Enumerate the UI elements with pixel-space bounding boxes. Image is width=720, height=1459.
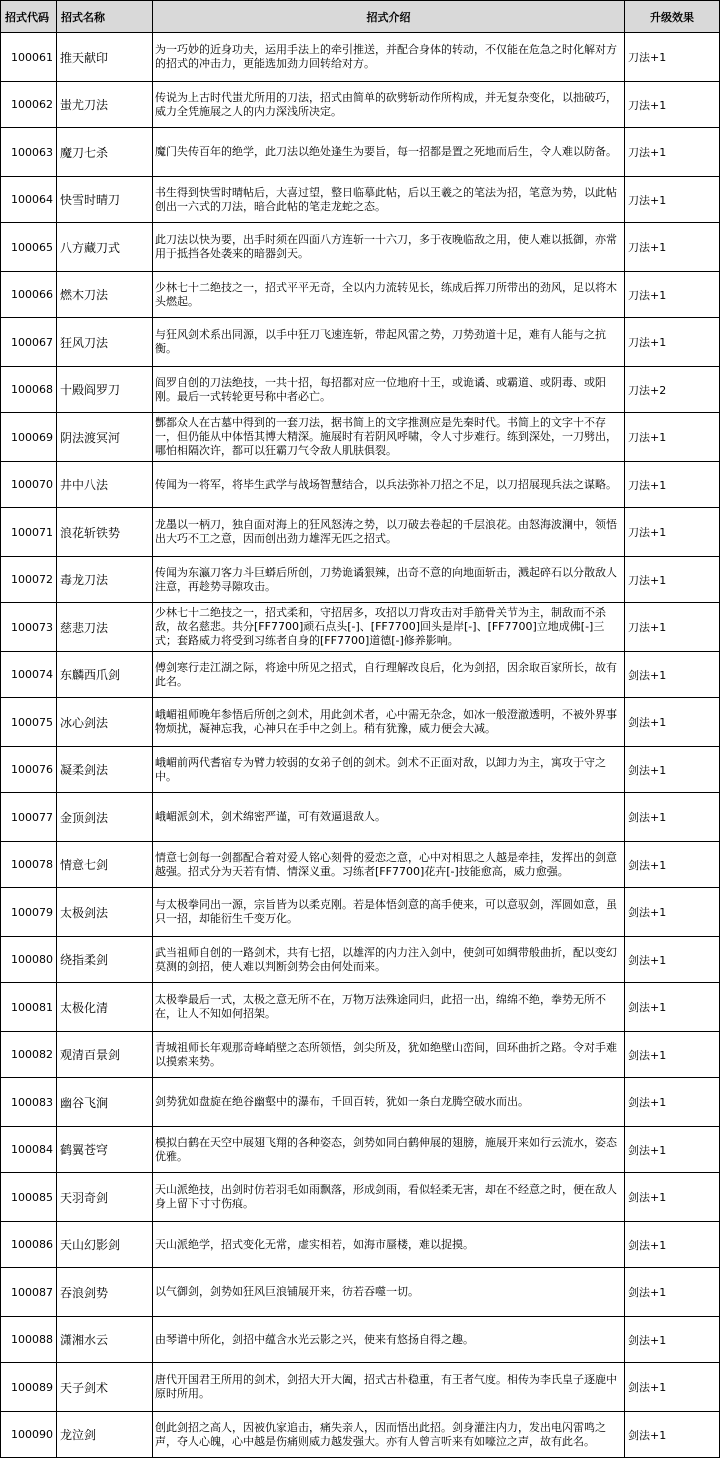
effect-cell: 剑法+1 [625,652,720,698]
effect-cell: 剑法+1 [625,842,720,888]
effect-cell: 刀法+1 [625,223,720,272]
name-cell: 狂风刀法 [57,318,153,367]
effect-cell: 剑法+1 [625,1412,720,1458]
name-cell: 魔刀七杀 [57,128,153,177]
code-cell: 100080 [1,937,57,983]
header-name: 招式名称 [57,1,153,33]
code-cell: 100071 [1,508,57,557]
description-cell: 与狂风剑术系出同源，以手中狂刀飞速连斩，带起风雷之势，刀势劲道十足，难有人能与之抗衡。 [153,318,625,367]
table-row [1,888,720,937]
name-cell: 潇湘水云 [57,1317,153,1363]
description-cell: 模拟白鹤在天空中展翅飞翔的各种姿态，剑势如同白鹤伸展的翅膀，施展开来如行云流水，姿态优雅。 [153,1127,625,1173]
code-cell: 100084 [1,1127,57,1173]
effect-cell: 剑法+1 [625,698,720,747]
description-cell: 天山派绝技，出剑时仿若羽毛如雨飘落，形成剑雨，看似轻柔无害，却在不经意之时，便在敌人身上留下寸寸伤痕。 [153,1173,625,1222]
effect-cell: 刀法+1 [625,557,720,603]
effect-cell: 刀法+1 [625,318,720,367]
effect-cell: 剑法+1 [625,983,720,1032]
description-cell: 青城祖师长年观那奇峰峭壁之态所领悟，剑尖所及，犹如绝壁山峦间，回环曲折之路。令对手难以摸索来势。 [153,1032,625,1078]
code-cell: 100089 [1,1363,57,1412]
description-cell: 太极拳最后一式，太极之意无所不在，万物万法殊途同归，此招一出，绵绵不绝，拳势无所不在，让人不知如何招架。 [153,983,625,1032]
description-cell: 唐代开国君王所用的剑术，剑招大开大阖，招式古朴稳重，有王者气度。相传为李氏皇子逐鹿中原时所用。 [153,1363,625,1412]
name-cell: 十殿阎罗刀 [57,367,153,413]
description-cell: 龙墨以一柄刀，独自面对海上的狂风怒涛之势，以刀破去卷起的千层浪花。由怒海波澜中，领悟出大巧不工之意，因而创出劲力雄浑无匹之招式。 [153,508,625,557]
code-cell: 100087 [1,1268,57,1317]
name-cell: 凝柔剑法 [57,747,153,793]
table-row [1,1078,720,1127]
description-cell: 峨嵋派剑术，剑术绵密严谨，可有效逼退敌人。 [153,793,625,842]
description-cell: 峨嵋前两代耆宿专为臂力较弱的女弟子创的剑术。剑术不正面对敌，以卸力为主，寓攻于守之中。 [153,747,625,793]
name-cell: 天羽奇剑 [57,1173,153,1222]
name-cell: 井中八法 [57,462,153,508]
description-cell: 创此剑招之高人，因被仇家追击，痛失亲人，因而悟出此招。剑身灌注内力，发出电闪雷鸣之声，夺人心魄，心中越是伤痛则威力越发强大。亦有人曾言听来有如嚎泣之声，故有此名。 [153,1412,625,1458]
effect-cell: 剑法+1 [625,1222,720,1268]
code-cell: 100081 [1,983,57,1032]
table-body [1,33,720,1458]
code-cell: 100083 [1,1078,57,1127]
table-row [1,367,720,413]
code-cell: 100064 [1,177,57,223]
description-cell: 阎罗自创的刀法绝技，一共十招，每招都对应一位地府十王，或诡谲、或霸道、或阴毒、或阳刚。最后一式转轮更号称中者必亡。 [153,367,625,413]
table-row [1,223,720,272]
description-cell: 少林七十二绝技之一，招式柔和，守招居多，攻招以刀背攻击对手筋骨关节为主，制敌而不杀敌，故名慈悲。共分[FF7700]顽石点头[-]、[FF7700]回头是岸[-]、[FF7700]立地成佛[-]三式；套路威力将受到习练者自身的[FF7700]道德[-]修养影响。 [153,603,625,652]
header-description: 招式介绍 [153,1,625,33]
description-cell: 剑势犹如盘旋在绝谷幽壑中的瀑布，千回百转，犹如一条白龙腾空破水而出。 [153,1078,625,1127]
description-cell: 由琴谱中所化，剑招中蕴含水光云影之兴，使来有悠扬自得之趣。 [153,1317,625,1363]
description-cell: 传闻为东瀛刀客力斗巨蟒后所创，刀势诡谲狠辣，出奇不意的向地面斩击，溅起碎石以分散敌人注意，再趁势寻隙攻击。 [153,557,625,603]
effect-cell: 刀法+2 [625,367,720,413]
table-row [1,1412,720,1458]
effect-cell: 剑法+1 [625,793,720,842]
table-row [1,318,720,367]
table-row [1,33,720,82]
code-cell: 100063 [1,128,57,177]
code-cell: 100086 [1,1222,57,1268]
table-row [1,652,720,698]
table-row [1,1032,720,1078]
description-cell: 酆都众人在古墓中得到的一套刀法，据书简上的文字推测应是先秦时代。书简上的文字十不存一，但仍能从中体悟其博大精深。施展时有若阴风呼啸，令人寸步难行。练到深处，一刀劈出，哪怕相隔次许，都可以狂霸刀气令敌人肌肤俱裂。 [153,413,625,462]
name-cell: 金顶剑法 [57,793,153,842]
code-cell: 100079 [1,888,57,937]
name-cell: 天山幻影剑 [57,1222,153,1268]
name-cell: 蚩尤刀法 [57,82,153,128]
name-cell: 太极剑法 [57,888,153,937]
name-cell: 鹤翼苍穹 [57,1127,153,1173]
effect-cell: 刀法+1 [625,462,720,508]
table-row [1,603,720,652]
name-cell: 燃木刀法 [57,272,153,318]
code-cell: 100070 [1,462,57,508]
table-row [1,1222,720,1268]
name-cell: 吞浪剑势 [57,1268,153,1317]
description-cell: 魔门失传百年的绝学，此刀法以绝处逢生为要旨，每一招都是置之死地而后生，令人难以防备。 [153,128,625,177]
table-row [1,793,720,842]
description-cell: 此刀法以快为要，出手时须在四面八方连斩一十六刀，多于夜晚临敌之用，使人难以抵御，亦常用于抵挡各处袭来的暗器剑天。 [153,223,625,272]
table-row [1,128,720,177]
name-cell: 太极化清 [57,983,153,1032]
effect-cell: 刀法+1 [625,508,720,557]
code-cell: 100090 [1,1412,57,1458]
effect-cell: 刀法+1 [625,128,720,177]
table-row [1,1173,720,1222]
code-cell: 100088 [1,1317,57,1363]
table-row [1,1363,720,1412]
description-cell: 情意七剑每一剑都配合着对爱人铭心刻骨的爱恋之意，心中对相思之人越是牵挂，发挥出的剑意越强。招式分为天若有情、情深义重。习练者[FF7700]花卉[-]技能愈高，威力愈强。 [153,842,625,888]
table-row [1,698,720,747]
name-cell: 快雪时晴刀 [57,177,153,223]
effect-cell: 剑法+1 [625,747,720,793]
code-cell: 100074 [1,652,57,698]
code-cell: 100075 [1,698,57,747]
effect-cell: 刀法+1 [625,603,720,652]
name-cell: 绕指柔剑 [57,937,153,983]
code-cell: 100073 [1,603,57,652]
description-cell: 武当祖师自创的一路剑术，共有七招，以雄浑的内力注入剑中，使剑可如绸带般曲折，配以变幻莫测的剑招，使人难以判断剑势会由何处而来。 [153,937,625,983]
code-cell: 100068 [1,367,57,413]
code-cell: 100078 [1,842,57,888]
table-row [1,1127,720,1173]
description-cell: 少林七十二绝技之一，招式平平无奇，全以内力流转见长，练成后挥刀所带出的劲风，足以将木头燃起。 [153,272,625,318]
code-cell: 100076 [1,747,57,793]
header-effect: 升级效果 [625,1,720,33]
effect-cell: 刀法+1 [625,413,720,462]
table-row [1,983,720,1032]
code-cell: 100065 [1,223,57,272]
code-cell: 100072 [1,557,57,603]
code-cell: 100067 [1,318,57,367]
description-cell: 传说为上古时代蚩尤所用的刀法，招式由简单的砍劈斩动作所构成，并无复杂变化，以拙破巧，威力全凭施展之人的内力深浅所决定。 [153,82,625,128]
code-cell: 100061 [1,33,57,82]
name-cell: 冰心剑法 [57,698,153,747]
name-cell: 龙泣剑 [57,1412,153,1458]
name-cell: 八方藏刀式 [57,223,153,272]
table-row [1,937,720,983]
table-row [1,272,720,318]
effect-cell: 刀法+1 [625,177,720,223]
description-cell: 为一巧妙的近身功夫，运用手法上的牵引推送，并配合身体的转动，不仅能在危急之时化解对方的招式的冲击力，更能选加劲力回转给对方。 [153,33,625,82]
name-cell: 天子剑术 [57,1363,153,1412]
effect-cell: 剑法+1 [625,1317,720,1363]
code-cell: 100069 [1,413,57,462]
name-cell: 阴法渡冥河 [57,413,153,462]
description-cell: 书生得到快雪时晴帖后，大喜过望，整日临摹此帖，后以王羲之的笔法为招，笔意为势，以此帖创出一六式的刀法，暗合此帖的笔走龙蛇之态。 [153,177,625,223]
code-cell: 100085 [1,1173,57,1222]
name-cell: 毒龙刀法 [57,557,153,603]
effect-cell: 剑法+1 [625,1078,720,1127]
code-cell: 100066 [1,272,57,318]
table-row [1,842,720,888]
header-code: 招式代码 [1,1,57,33]
name-cell: 观清百景剑 [57,1032,153,1078]
name-cell: 东麟西爪剑 [57,652,153,698]
effect-cell: 剑法+1 [625,1127,720,1173]
table-row [1,1317,720,1363]
effect-cell: 剑法+1 [625,1363,720,1412]
description-cell: 傅剑寒行走江湖之际，将途中所见之招式，自行理解改良后，化为剑招，因余取百家所长，故有此名。 [153,652,625,698]
name-cell: 浪花斩铁势 [57,508,153,557]
table-row [1,508,720,557]
code-cell: 100082 [1,1032,57,1078]
effect-cell: 刀法+1 [625,82,720,128]
description-cell: 峨嵋祖师晚年参悟后所创之剑术，用此剑术者，心中需无杂念，如冰一般澄澈透明，不被外界事物烦扰，凝神忘我，心神只在手中之剑上。稍有犹豫，威力便会大减。 [153,698,625,747]
table-row [1,413,720,462]
header-row [1,1,720,33]
table-row [1,177,720,223]
description-cell: 天山派绝学，招式变化无常，虚实相若，如海市蜃楼，难以捉摸。 [153,1222,625,1268]
code-cell: 100077 [1,793,57,842]
name-cell: 情意七剑 [57,842,153,888]
table-row [1,557,720,603]
table-row [1,82,720,128]
effect-cell: 剑法+1 [625,937,720,983]
description-cell: 传闻为一将军，将毕生武学与战场智慧结合，以兵法弥补刀招之不足，以刀招展现兵法之谋略。 [153,462,625,508]
code-cell: 100062 [1,82,57,128]
name-cell: 推天献印 [57,33,153,82]
effect-cell: 剑法+1 [625,1268,720,1317]
effect-cell: 剑法+1 [625,1173,720,1222]
table-row [1,462,720,508]
table-row [1,1268,720,1317]
description-cell: 与太极拳同出一源，宗旨皆为以柔克刚。若是体悟剑意的高手使来，可以意驭剑，浑圆如意，虽只一招，却能衍生千变万化。 [153,888,625,937]
description-cell: 以气御剑，剑势如狂风巨浪铺展开来，彷若吞噬一切。 [153,1268,625,1317]
name-cell: 幽谷飞涧 [57,1078,153,1127]
effect-cell: 刀法+1 [625,33,720,82]
name-cell: 慈悲刀法 [57,603,153,652]
table-row [1,747,720,793]
effect-cell: 剑法+1 [625,1032,720,1078]
effect-cell: 刀法+1 [625,272,720,318]
effect-cell: 剑法+1 [625,888,720,937]
